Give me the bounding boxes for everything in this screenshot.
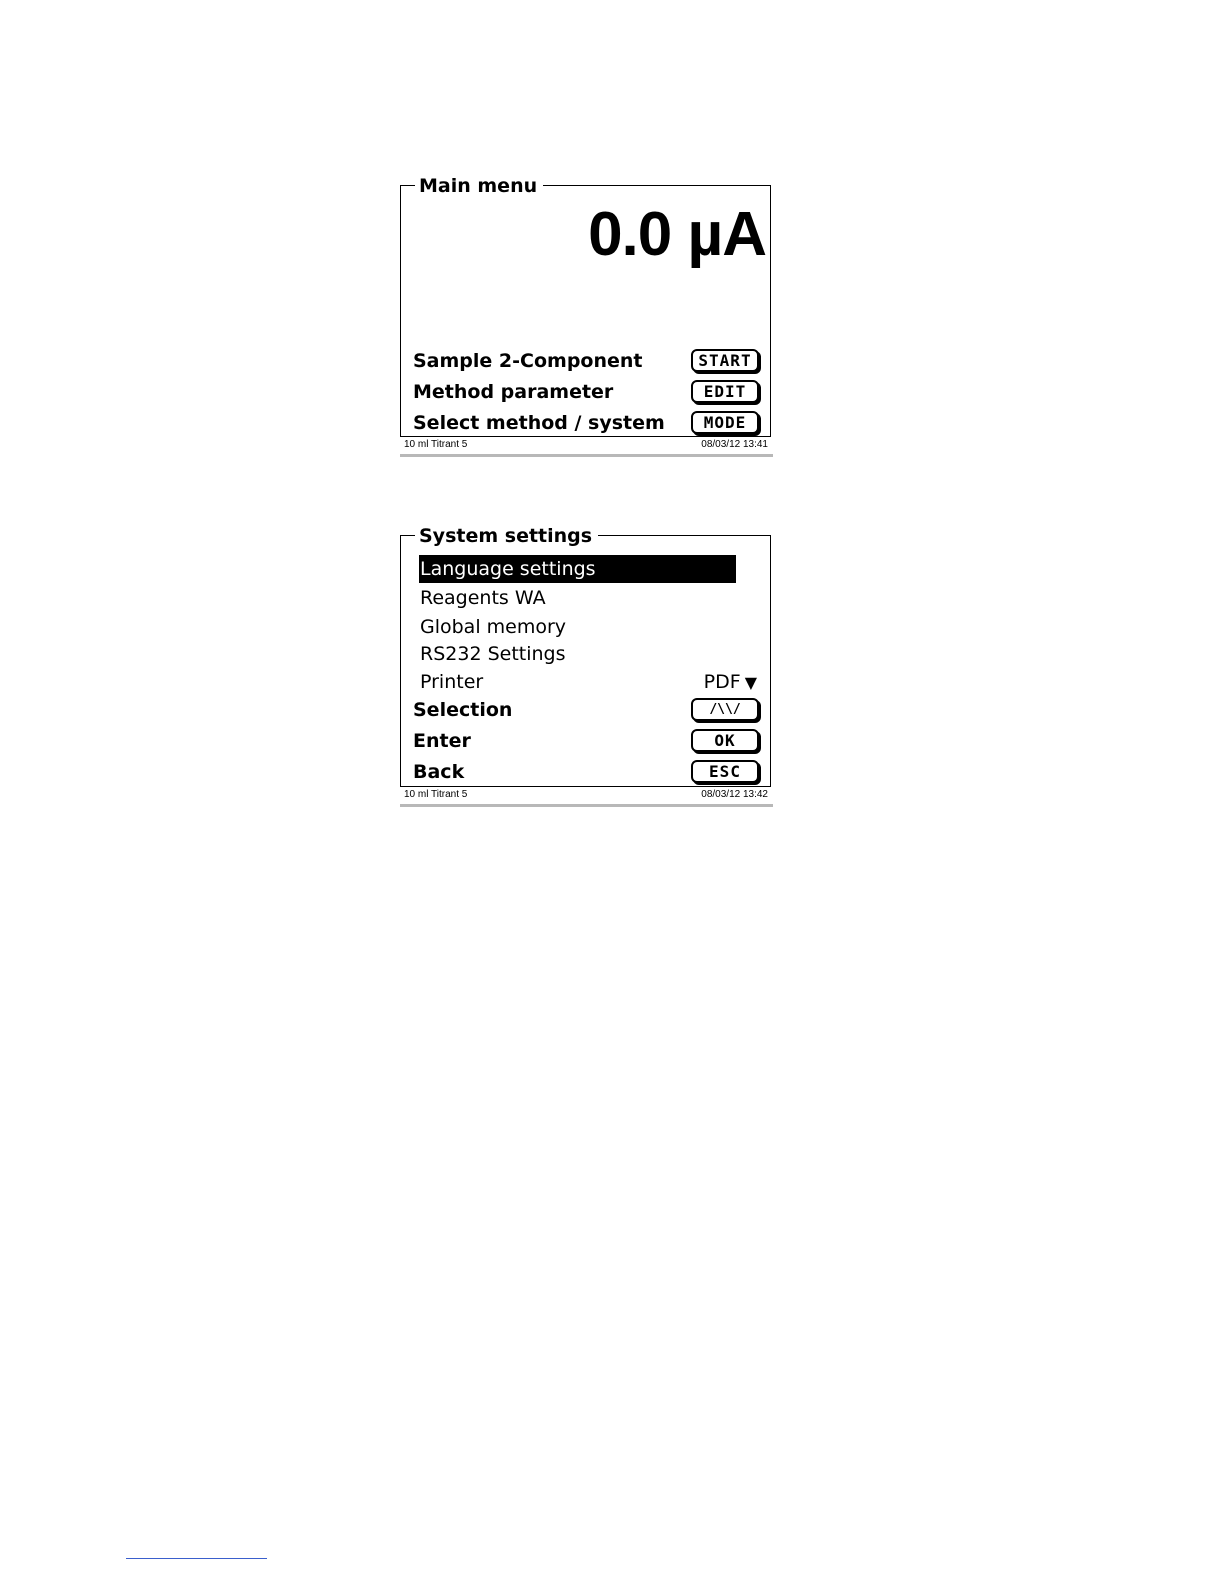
titrant-status: 10 ml Titrant 5 <box>404 789 468 800</box>
system-settings-screen <box>400 525 771 805</box>
menu-item-printer[interactable]: Printer <box>420 671 484 693</box>
main-menu-title: Main menu <box>415 174 543 198</box>
start-row <box>413 347 759 375</box>
system-settings-title: System settings <box>415 524 598 548</box>
menu-item-rs232-settings[interactable]: RS232 Settings <box>420 643 566 665</box>
enter-row <box>413 727 759 755</box>
status-bar <box>400 786 773 807</box>
printer-dropdown[interactable] <box>704 668 757 697</box>
printer-value: PDF <box>703 671 741 693</box>
back-row <box>413 758 759 786</box>
mode-key[interactable]: MODE <box>691 411 759 434</box>
main-menu-screen <box>400 175 771 455</box>
enter-label: Enter <box>413 730 471 752</box>
start-key[interactable]: START <box>691 349 759 372</box>
menu-item-language-settings[interactable]: Language settings <box>419 555 736 583</box>
dropdown-arrow-icon: ▼ <box>744 673 757 692</box>
back-label: Back <box>413 761 465 783</box>
footnote-separator <box>126 1558 267 1559</box>
menu-item-global-memory[interactable]: Global memory <box>420 616 567 638</box>
datetime-status: 08/03/12 13:42 <box>701 789 768 800</box>
measurement-value: 0.0 µA <box>588 200 766 269</box>
mode-row <box>413 409 759 437</box>
system-settings-frame <box>400 525 771 787</box>
status-bar <box>400 436 773 457</box>
method-parameter-label: Method parameter <box>413 381 614 403</box>
select-method-label: Select method / system <box>413 412 665 434</box>
sample-label: Sample 2-Component <box>413 350 643 372</box>
edit-key[interactable]: EDIT <box>691 380 759 403</box>
titrant-status: 10 ml Titrant 5 <box>404 439 468 450</box>
datetime-status: 08/03/12 13:41 <box>701 439 768 450</box>
ok-key[interactable]: OK <box>691 729 759 752</box>
menu-item-reagents-wa[interactable]: Reagents WA <box>420 587 546 609</box>
edit-row <box>413 378 759 406</box>
selection-row <box>413 696 759 724</box>
main-menu-frame <box>400 175 771 437</box>
esc-key[interactable]: ESC <box>691 760 759 783</box>
selection-label: Selection <box>413 699 513 721</box>
up-down-arrows-key[interactable]: /\\/ <box>691 698 759 721</box>
